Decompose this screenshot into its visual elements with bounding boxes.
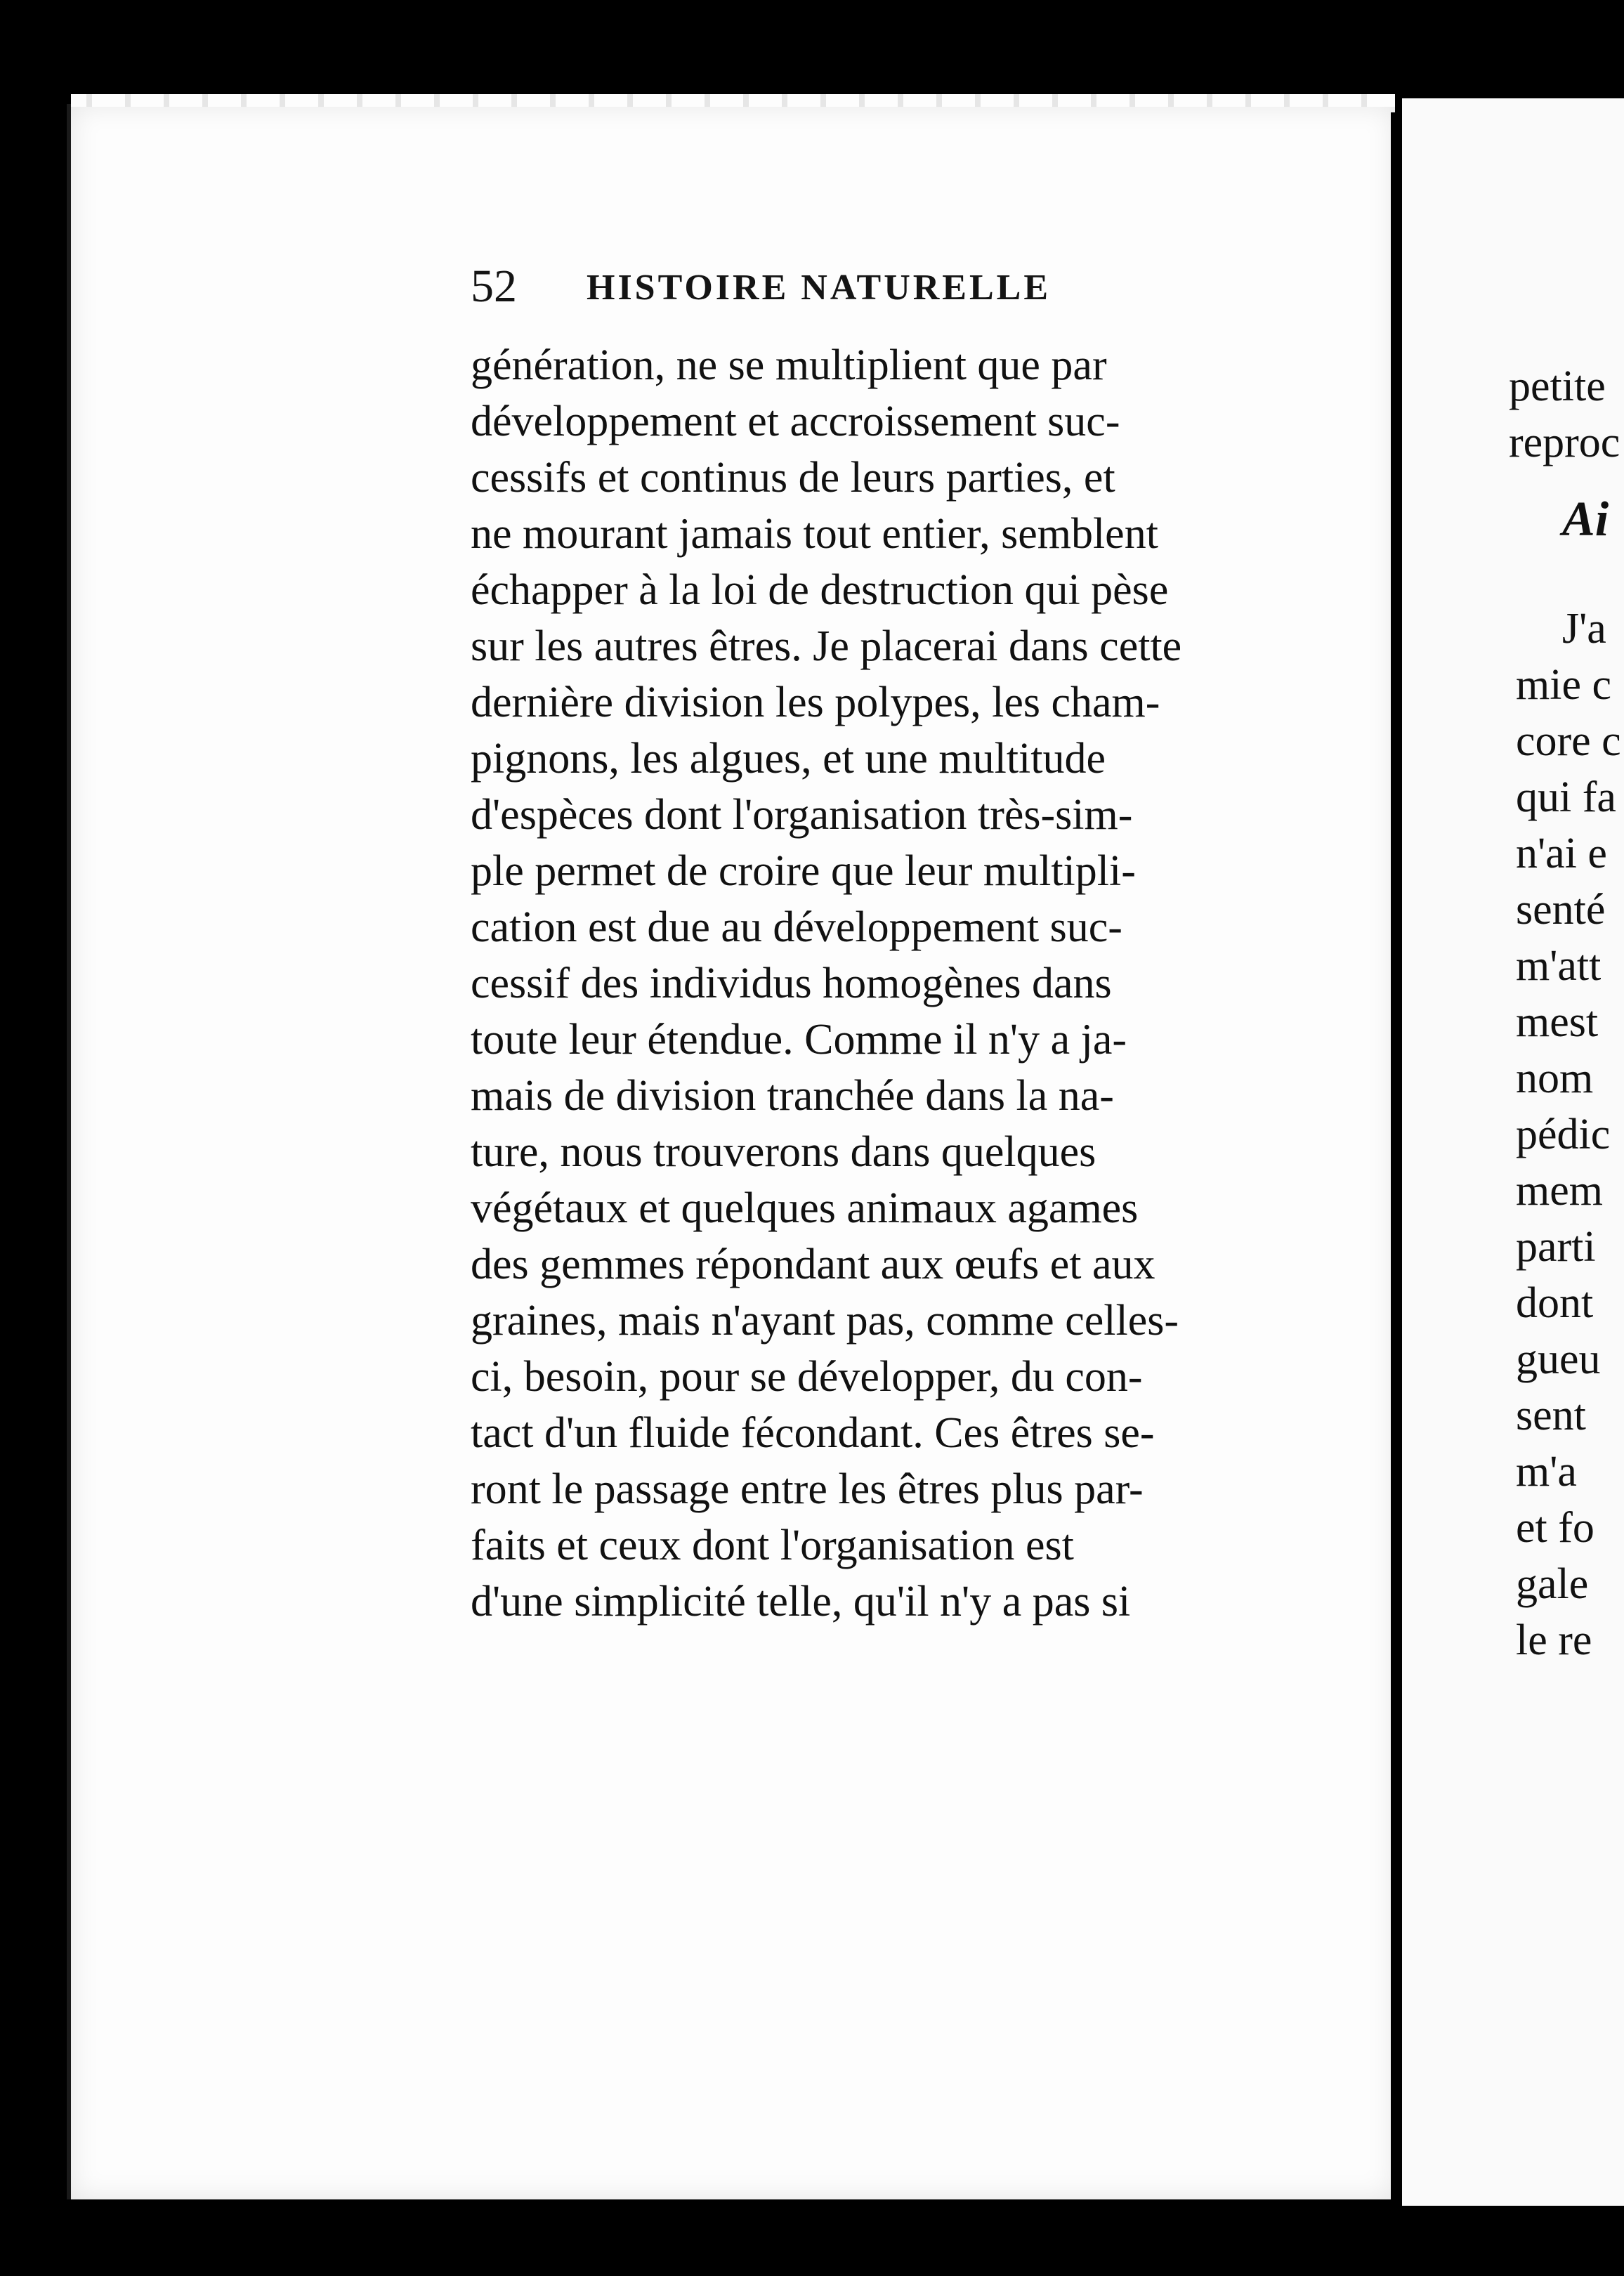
text-line: cation est due au développement suc-: [471, 903, 1122, 951]
right-line: petite: [1509, 362, 1606, 410]
right-line: reproc: [1509, 419, 1620, 466]
text-line: ront le passage entre les êtres plus par-: [471, 1465, 1144, 1513]
text-line: dernière division les polypes, les cham-: [471, 679, 1160, 726]
text-line: d'espèces dont l'organisation très-sim-: [471, 791, 1133, 839]
right-line: gale: [1516, 1560, 1589, 1608]
text-line: ne mourant jamais tout entier, semblent: [471, 510, 1158, 558]
text-line: développement et accroissement suc-: [471, 398, 1120, 445]
text-line: végétaux et quelques animaux agames: [471, 1184, 1139, 1232]
text-line: d'une simplicité telle, qu'il n'y a pas si: [471, 1578, 1131, 1626]
page-header: [471, 260, 1173, 323]
right-line: J'a: [1562, 605, 1606, 653]
text-line: ple permet de croire que leur multipli-: [471, 847, 1136, 895]
text-line: faits et ceux dont l'organisation est: [471, 1522, 1074, 1569]
right-line: dont: [1516, 1279, 1594, 1327]
text-line: ture, nous trouverons dans quelques: [471, 1128, 1096, 1176]
right-line: mem: [1516, 1167, 1603, 1215]
right-line: nom: [1516, 1054, 1594, 1102]
text-line: toute leur étendue. Comme il n'y a ja-: [471, 1016, 1127, 1064]
text-line: échapper à la loi de destruction qui pèse: [471, 566, 1169, 614]
right-line: senté: [1516, 886, 1606, 934]
right-line: et fo: [1516, 1504, 1594, 1552]
right-line: mest: [1516, 998, 1599, 1046]
text-line: sur les autres êtres. Je placerai dans cette: [471, 622, 1182, 670]
right-line: m'a: [1516, 1448, 1577, 1496]
right-section-heading: Ai: [1562, 492, 1609, 547]
right-line: parti: [1516, 1223, 1596, 1271]
text-line: ci, besoin, pour se développer, du con-: [471, 1353, 1143, 1401]
page-number: 52: [471, 261, 517, 312]
text-line: cessifs et continus de leurs parties, et: [471, 454, 1115, 502]
right-page: [1402, 98, 1624, 2206]
right-line: m'att: [1516, 942, 1602, 990]
text-line: pignons, les algues, et une multitude: [471, 735, 1106, 783]
right-line: pédic: [1516, 1111, 1611, 1158]
text-line: mais de division tranchée dans la na-: [471, 1072, 1114, 1120]
text-line: génération, ne se multiplient que par: [471, 341, 1107, 389]
text-line: des gemmes répondant aux œufs et aux: [471, 1241, 1155, 1288]
right-line: core c: [1516, 717, 1621, 765]
text-line: graines, mais n'ayant pas, comme celles-: [471, 1297, 1179, 1345]
book-gutter: [1391, 112, 1402, 2202]
right-line: le re: [1516, 1616, 1592, 1664]
right-line: gueu: [1516, 1335, 1601, 1383]
right-line: n'ai e: [1516, 830, 1607, 877]
running-head: HISTOIRE NATURELLE: [587, 268, 1052, 308]
text-line: tact d'un fluide fécondant. Ces êtres se-: [471, 1409, 1155, 1457]
right-line: qui fa: [1516, 773, 1616, 821]
text-line: cessif des individus homogènes dans: [471, 960, 1112, 1007]
right-line: mie c: [1516, 661, 1611, 709]
right-line: sent: [1516, 1392, 1586, 1439]
